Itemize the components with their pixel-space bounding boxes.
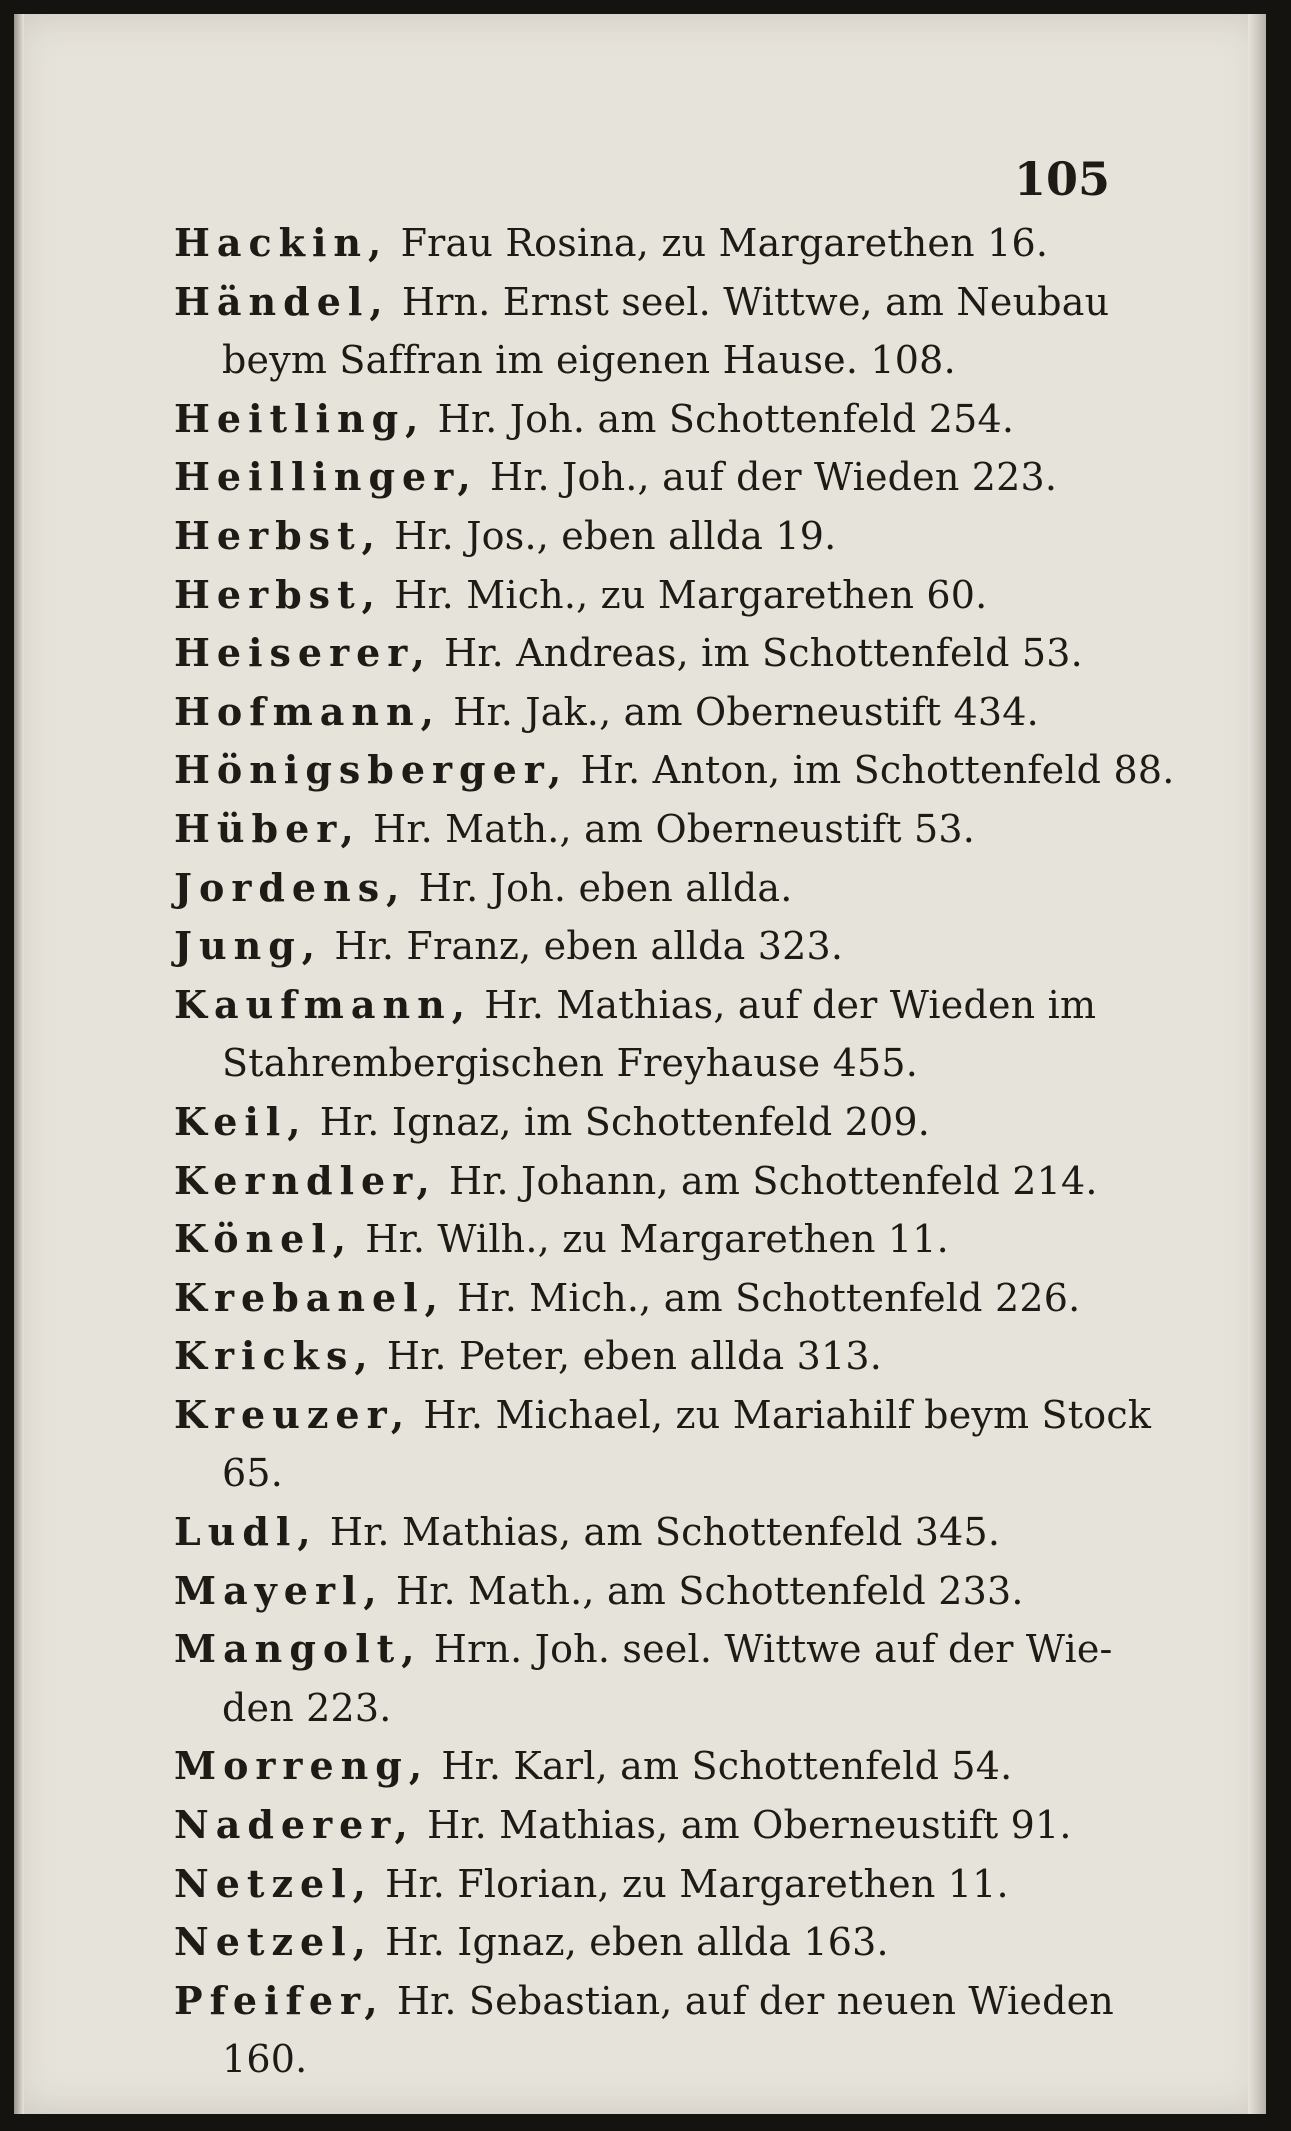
entry-details: Hr. Anton, im Schottenfeld 88. <box>568 748 1175 793</box>
page-number: 105 <box>1013 152 1110 206</box>
entry-surname: Heillinger, <box>174 454 478 500</box>
entry-surname: Jung, <box>174 923 323 969</box>
directory-entry <box>174 448 1119 507</box>
directory-entry <box>174 859 1119 918</box>
entry-surname: Hackin, <box>174 220 389 265</box>
entry-surname: Mangolt, <box>174 1626 422 1672</box>
directory-entry <box>174 1737 1119 1796</box>
entry-details: Hr. Michael, zu Mariahilf beym Stock <box>411 1392 1152 1437</box>
directory-entry <box>174 1152 1119 1211</box>
directory-entry <box>174 1093 1119 1152</box>
directory-entry <box>174 741 1175 800</box>
entry-details: Hr. Florian, zu Margarethen 11. <box>372 1861 1009 1906</box>
entry-details: Hr. Joh. eben allda. <box>406 865 793 910</box>
entry-details: Hrn. Joh. seel. Wittwe auf der Wie- <box>421 1627 1113 1672</box>
directory-entry <box>174 1855 1119 1914</box>
entry-surname: Ludl, <box>174 1509 318 1555</box>
entry-surname: Könel, <box>174 1216 354 1262</box>
directory-entry <box>174 1503 1119 1562</box>
entry-surname: Kricks, <box>174 1333 375 1379</box>
directory-entry <box>174 507 1119 566</box>
entry-details: Hr. Joh. am Schottenfeld 254. <box>425 396 1015 441</box>
directory-entry <box>174 1972 1119 2089</box>
entry-details: Hr. Ignaz, im Schottenfeld 209. <box>307 1099 931 1144</box>
directory-entry <box>174 1796 1119 1855</box>
entry-surname: Kaufmann, <box>174 981 472 1027</box>
directory-entry <box>174 566 1119 625</box>
directory-entry <box>174 1210 1119 1269</box>
entry-details: Hr. Jos., eben allda 19. <box>381 513 837 558</box>
entry-surname: Naderer, <box>174 1802 415 1848</box>
entry-details: Hr. Jak., am Oberneustift 434. <box>440 689 1039 734</box>
directory-entry <box>174 917 1119 976</box>
directory-entry <box>174 273 1119 390</box>
entry-details: Hr. Wilh., zu Margarethen 11. <box>353 1217 949 1262</box>
entry-surname: Hüber, <box>174 805 361 851</box>
entry-surname: Heiserer, <box>174 630 432 676</box>
entry-surname: Hönigsberger, <box>174 747 569 793</box>
entry-surname: Morreng, <box>174 1743 430 1789</box>
entry-surname: Herbst, <box>174 571 382 617</box>
entry-surname: Mayerl, <box>174 1567 384 1613</box>
entry-surname: Jordens, <box>174 864 407 910</box>
entry-details: Hr. Joh., auf der Wieden 223. <box>477 455 1058 500</box>
entry-details: Hr. Mathias, am Schottenfeld 345. <box>317 1510 1001 1555</box>
entry-details: Hr. Mich., zu Margarethen 60. <box>381 572 988 617</box>
entry-surname: Kerndler, <box>174 1157 437 1203</box>
entry-details: Hr. Sebastian, auf der neuen Wieden <box>384 1978 1114 2023</box>
entry-details: Hr. Math., am Oberneustift 53. <box>360 806 975 851</box>
entry-continuation: 65. <box>222 1451 284 1496</box>
entry-details: Hr. Mich., am Schottenfeld 226. <box>444 1275 1081 1320</box>
entry-surname: Krebanel, <box>174 1274 445 1320</box>
entry-continuation: beym Saffran im eigenen Hause. 108. <box>222 338 956 383</box>
entry-surname: Kreuzer, <box>174 1391 412 1437</box>
entry-details: Hr. Andreas, im Schottenfeld 53. <box>431 631 1083 676</box>
directory-entry <box>174 624 1119 683</box>
entry-surname: Heitling, <box>174 395 426 441</box>
entry-surname: Netzel, <box>174 1919 373 1965</box>
entry-surname: Händel, <box>174 278 390 324</box>
entry-details: Frau Rosina, zu Margarethen 16. <box>388 221 1049 265</box>
directory-entry <box>174 1269 1119 1328</box>
directory-entry <box>174 1327 1119 1386</box>
entry-continuation: Stahrembergischen Freyhause 455. <box>222 1041 919 1086</box>
entry-details: Hrn. Ernst seel. Wittwe, am Neubau <box>389 279 1110 324</box>
book-page <box>14 14 1266 2114</box>
page-edge <box>1248 14 1266 2114</box>
entry-surname: Netzel, <box>174 1860 373 1906</box>
entry-details: Hr. Peter, eben allda 313. <box>374 1334 883 1379</box>
directory-entry <box>174 1386 1152 1503</box>
entry-surname: Keil, <box>174 1098 308 1144</box>
entry-details: Hr. Karl, am Schottenfeld 54. <box>429 1744 1013 1789</box>
entry-details: Hr. Math., am Schottenfeld 233. <box>383 1568 1024 1613</box>
entry-details: Hr. Mathias, auf der Wieden im <box>471 982 1097 1027</box>
directory-entry <box>174 800 1119 859</box>
entry-surname: Herbst, <box>174 512 382 558</box>
page-gutter-shadow <box>14 14 24 2114</box>
directory-entry <box>174 1913 1119 1972</box>
entry-continuation: 160. <box>222 2037 308 2082</box>
directory-entry <box>174 683 1119 742</box>
directory-entry <box>174 1620 1119 1737</box>
directory-entry <box>174 976 1119 1093</box>
entry-details: Hr. Franz, eben allda 323. <box>322 924 844 969</box>
entry-details: Hr. Johann, am Schottenfeld 214. <box>436 1158 1098 1203</box>
directory-entry <box>174 390 1119 449</box>
entry-details: Hr. Ignaz, eben allda 163. <box>372 1920 889 1965</box>
entry-surname: Hofmann, <box>174 688 441 734</box>
directory-entry <box>174 1562 1119 1621</box>
directory-entry <box>174 214 1119 273</box>
entry-details: Hr. Mathias, am Oberneustift 91. <box>414 1803 1072 1848</box>
entry-continuation: den 223. <box>222 1685 392 1730</box>
entry-surname: Pfeifer, <box>174 1977 385 2023</box>
directory-entries <box>174 214 1175 2089</box>
